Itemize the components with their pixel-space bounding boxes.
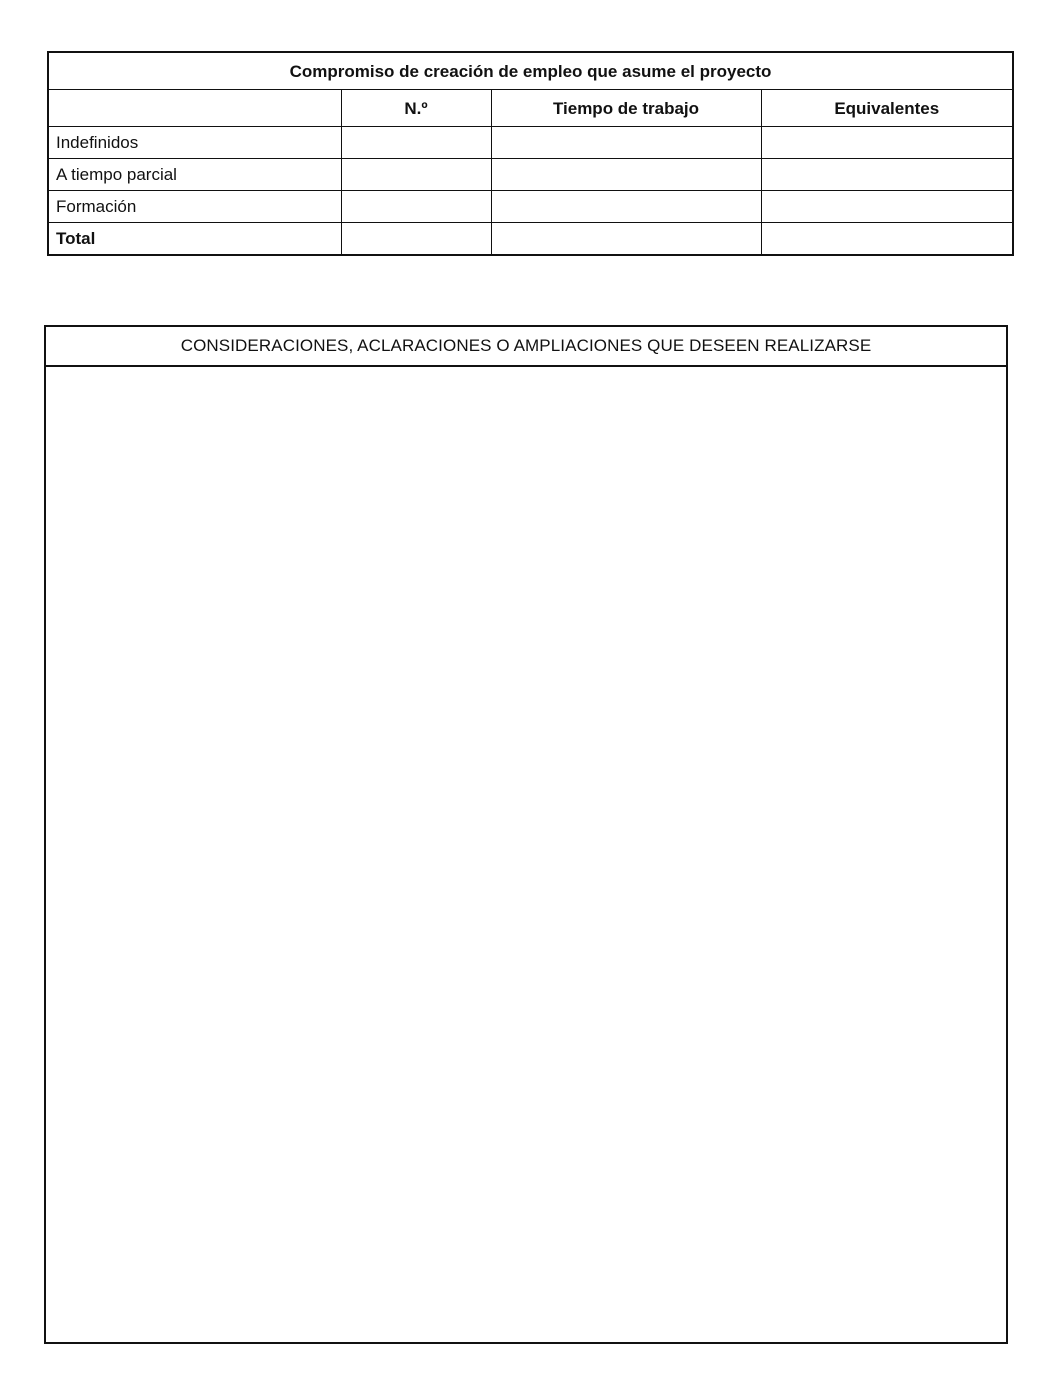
cell-numero[interactable] — [341, 191, 491, 223]
cell-tiempo[interactable] — [491, 223, 761, 256]
table-row-total — [48, 223, 1013, 256]
row-label: A tiempo parcial — [48, 159, 341, 191]
column-header-blank — [48, 90, 341, 127]
row-label: Indefinidos — [48, 127, 341, 159]
table-title: Compromiso de creación de empleo que asume el proyecto — [48, 52, 1013, 90]
cell-equivalentes[interactable] — [761, 159, 1013, 191]
employment-commitment-table — [47, 51, 1014, 256]
cell-numero[interactable] — [341, 223, 491, 256]
column-header-equivalentes: Equivalentes — [761, 90, 1013, 127]
cell-tiempo[interactable] — [491, 127, 761, 159]
table-row-tiempo-parcial — [48, 159, 1013, 191]
column-header-tiempo-de-trabajo: Tiempo de trabajo — [491, 90, 761, 127]
cell-equivalentes[interactable] — [761, 223, 1013, 256]
table-row-indefinidos — [48, 127, 1013, 159]
cell-numero[interactable] — [341, 127, 491, 159]
cell-tiempo[interactable] — [491, 191, 761, 223]
column-header-numero: N.º — [341, 90, 491, 127]
considerations-heading: CONSIDERACIONES, ACLARACIONES O AMPLIACIONES QUE DESEEN REALIZARSE — [46, 327, 1006, 367]
row-label: Total — [48, 223, 341, 256]
considerations-box — [44, 325, 1008, 1344]
cell-equivalentes[interactable] — [761, 127, 1013, 159]
cell-numero[interactable] — [341, 159, 491, 191]
cell-equivalentes[interactable] — [761, 191, 1013, 223]
table-header-row — [48, 90, 1013, 127]
cell-tiempo[interactable] — [491, 159, 761, 191]
table-row-formacion — [48, 191, 1013, 223]
considerations-text-area[interactable] — [46, 367, 1006, 1342]
row-label: Formación — [48, 191, 341, 223]
